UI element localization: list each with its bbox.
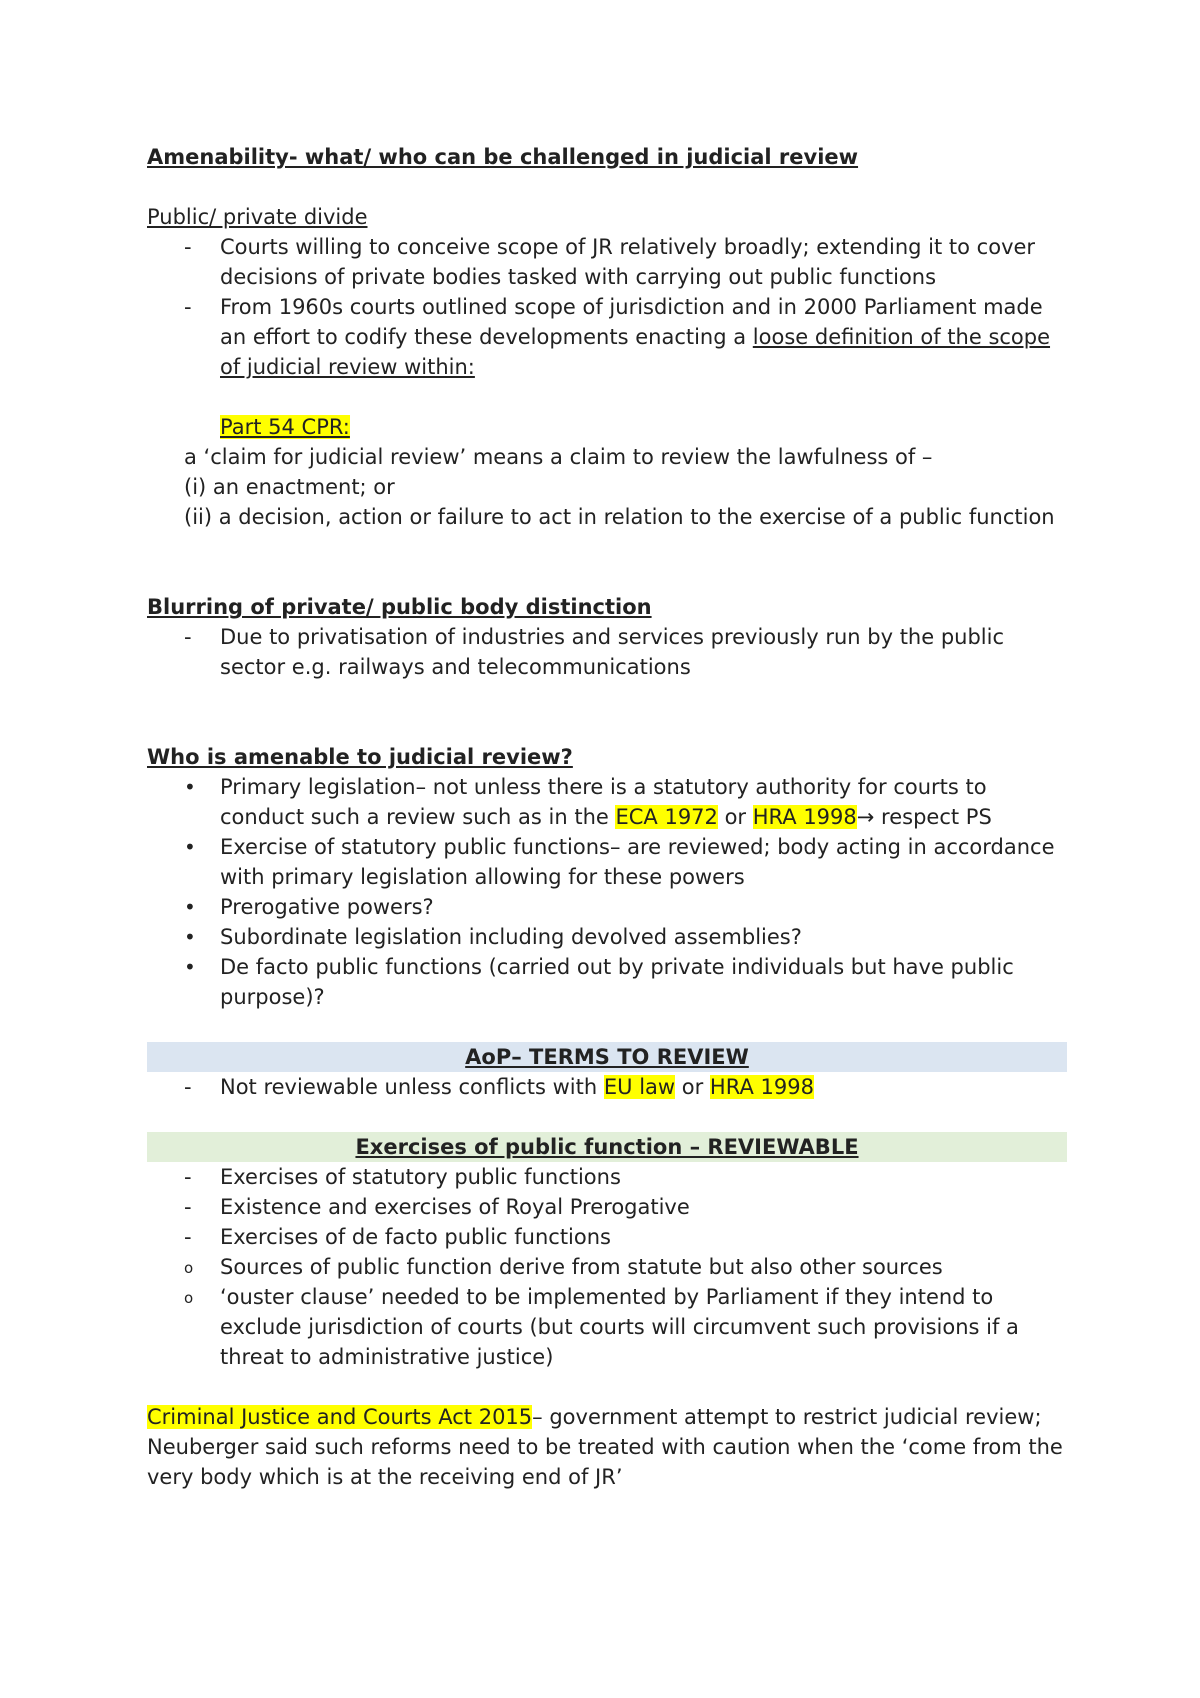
list-item [147,772,1067,832]
highlight-eu-law: EU law [603,1075,676,1099]
bullet-marker: • [184,835,196,859]
underlined-phrase: loose definition of the scope of judicial review within: [220,325,1051,379]
dash-marker: - [184,295,192,319]
bullet-marker: • [184,955,196,979]
bullet-marker: • [184,895,196,919]
list-item [147,232,1067,292]
list-item-text: Due to privatisation of industries and services previously run by the public sector e.g. railways and telecommunications [220,625,1005,679]
heading-blurring: Blurring of private/ public body distinction [147,595,652,619]
list-item [147,1222,1067,1252]
closing-text: – government attempt to restrict judicial review; Neuberger said such reforms need to be treated with caution when the ‘come from the very body which is at the receiving end of JR’ [147,1405,1063,1489]
cpr-line: a ‘claim for judicial review’ means a claim to review the lawfulness of – [184,445,933,469]
cpr-line: (ii) a decision, action or failure to act in relation to the exercise of a public function [184,505,1055,529]
list-item-text: Courts willing to conceive scope of JR relatively broadly; extending it to cover decisions of private bodies tasked with carrying out public functions [220,235,1036,289]
list-item-text: De facto public functions (carried out by private individuals but have public purpose)? [220,955,1014,1009]
list-item [147,622,1067,682]
cpr-label: Part 54 CPR: [220,415,350,439]
list-item [147,922,1067,952]
circle-marker: o [184,1289,194,1307]
list-item [147,1072,1067,1102]
list-item-text: Exercises of statutory public functions [220,1165,621,1189]
cpr-line: (i) an enactment; or [184,475,395,499]
bullet-marker: • [184,775,196,799]
bullet-marker: • [184,925,196,949]
dash-marker: - [184,1225,192,1249]
list-item [147,832,1067,892]
closing-paragraph [147,1402,1067,1492]
circle-marker: o [184,1259,194,1277]
dash-marker: - [184,1165,192,1189]
document-body [147,142,1067,1492]
list-item-text: Prerogative powers? [220,895,434,919]
dash-marker: - [184,1075,192,1099]
list-item-text: Sources of public function derive from statute but also other sources [220,1255,943,1279]
list-item-text: Not reviewable unless conflicts with [220,1075,604,1099]
list-item-text: From 1960s courts outlined scope of jurisdiction and in 2000 Parliament made an effort to codify these developments enacting a [220,295,1043,349]
list-item [147,952,1067,1012]
page-title: Amenability- what/ who can be challenged in judicial review [147,145,859,169]
subheading-public-private: Public/ private divide [147,205,368,229]
list-item [147,1192,1067,1222]
list-item [147,1282,1067,1372]
dash-marker: - [184,1195,192,1219]
list-item [147,292,1067,382]
list-item-text: Existence and exercises of Royal Prerogative [220,1195,690,1219]
list-item [147,1162,1067,1192]
list-item-text: Exercise of statutory public functions– are reviewed; body acting in accordance with primary legislation allowing for these powers [220,835,1055,889]
list-item-text: Primary legislation– not unless there is a statutory authority for courts to conduct such a review such as in the [220,775,987,829]
list-item-text-end: respect PS [874,805,992,829]
dash-marker: - [184,235,192,259]
arrow-right-icon: → [856,805,875,829]
highlight-hra: HRA 1998 [709,1075,814,1099]
dash-marker: - [184,625,192,649]
list-item-text: Subordinate legislation including devolved assemblies? [220,925,802,949]
band-heading-aop: AoP– TERMS TO REVIEW [147,1042,1067,1072]
list-item-text: ‘ouster clause’ needed to be implemented by Parliament if they intend to exclude jurisdiction of courts (but courts will circumvent such provisions if a threat to administrative justice) [220,1285,1019,1369]
band-heading-reviewable: Exercises of public function – REVIEWABLE [147,1132,1067,1162]
list-item [147,1252,1067,1282]
list-item [147,892,1067,922]
highlight-eca: ECA 1972 [615,805,718,829]
highlight-act-2015: Criminal Justice and Courts Act 2015 [147,1405,533,1429]
list-item-text: Exercises of de facto public functions [220,1225,611,1249]
heading-who-amenable: Who is amenable to judicial review? [147,745,573,769]
highlight-hra: HRA 1998 [752,805,857,829]
conjunction-text: or [675,1075,710,1099]
conjunction-text: or [717,805,753,829]
